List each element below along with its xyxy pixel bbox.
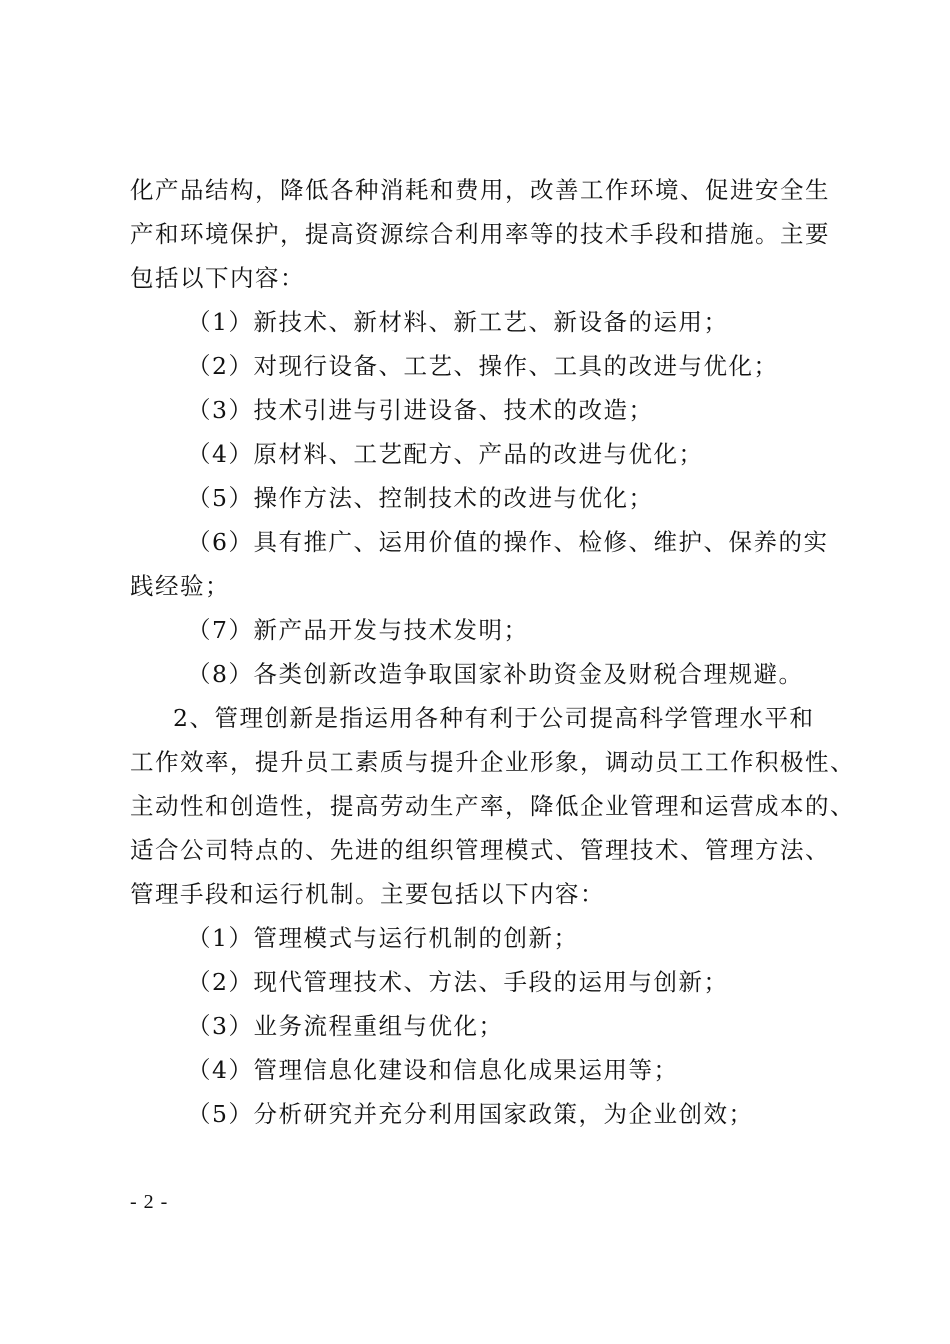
body-text-line: 管理手段和运行机制。主要包括以下内容：: [130, 880, 605, 908]
body-text-line: 包括以下内容：: [130, 264, 305, 292]
body-text-line: 主动性和创造性，提高劳动生产率，降低企业管理和运营成本的、: [130, 792, 855, 820]
list-item: （4）管理信息化建设和信息化成果运用等；: [187, 1056, 679, 1084]
section-heading-line: 2、管理创新是指运用各种有利于公司提高科学管理水平和: [173, 704, 815, 732]
body-text-line: 践经验；: [130, 572, 230, 600]
body-text-line: 工作效率，提升员工素质与提升企业形象，调动员工工作积极性、: [130, 748, 855, 776]
list-item: （3）技术引进与引进设备、技术的改造；: [187, 396, 654, 424]
list-item: （7）新产品开发与技术发明；: [187, 616, 529, 644]
list-item: （4）原材料、工艺配方、产品的改进与优化；: [187, 440, 704, 468]
list-item: （1）管理模式与运行机制的创新；: [187, 924, 579, 952]
list-item: （1）新技术、新材料、新工艺、新设备的运用；: [187, 308, 729, 336]
body-text-line: 化产品结构，降低各种消耗和费用，改善工作环境、促进安全生: [130, 176, 830, 204]
list-item: （5）操作方法、控制技术的改进与优化；: [187, 484, 654, 512]
list-item: （2）对现行设备、工艺、操作、工具的改进与优化；: [187, 352, 779, 380]
list-item: （3）业务流程重组与优化；: [187, 1012, 504, 1040]
list-item: （6）具有推广、运用价值的操作、检修、维护、保养的实: [187, 528, 829, 556]
list-item: （8）各类创新改造争取国家补助资金及财税合理规避。: [187, 660, 804, 688]
body-text-line: 适合公司特点的、先进的组织管理模式、管理技术、管理方法、: [130, 836, 830, 864]
list-item: （5）分析研究并充分利用国家政策，为企业创效；: [187, 1100, 754, 1128]
body-text-line: 产和环境保护，提高资源综合利用率等的技术手段和措施。主要: [130, 220, 830, 248]
list-item: （2）现代管理技术、方法、手段的运用与创新；: [187, 968, 729, 996]
page-number: - 2 -: [130, 1191, 169, 1213]
